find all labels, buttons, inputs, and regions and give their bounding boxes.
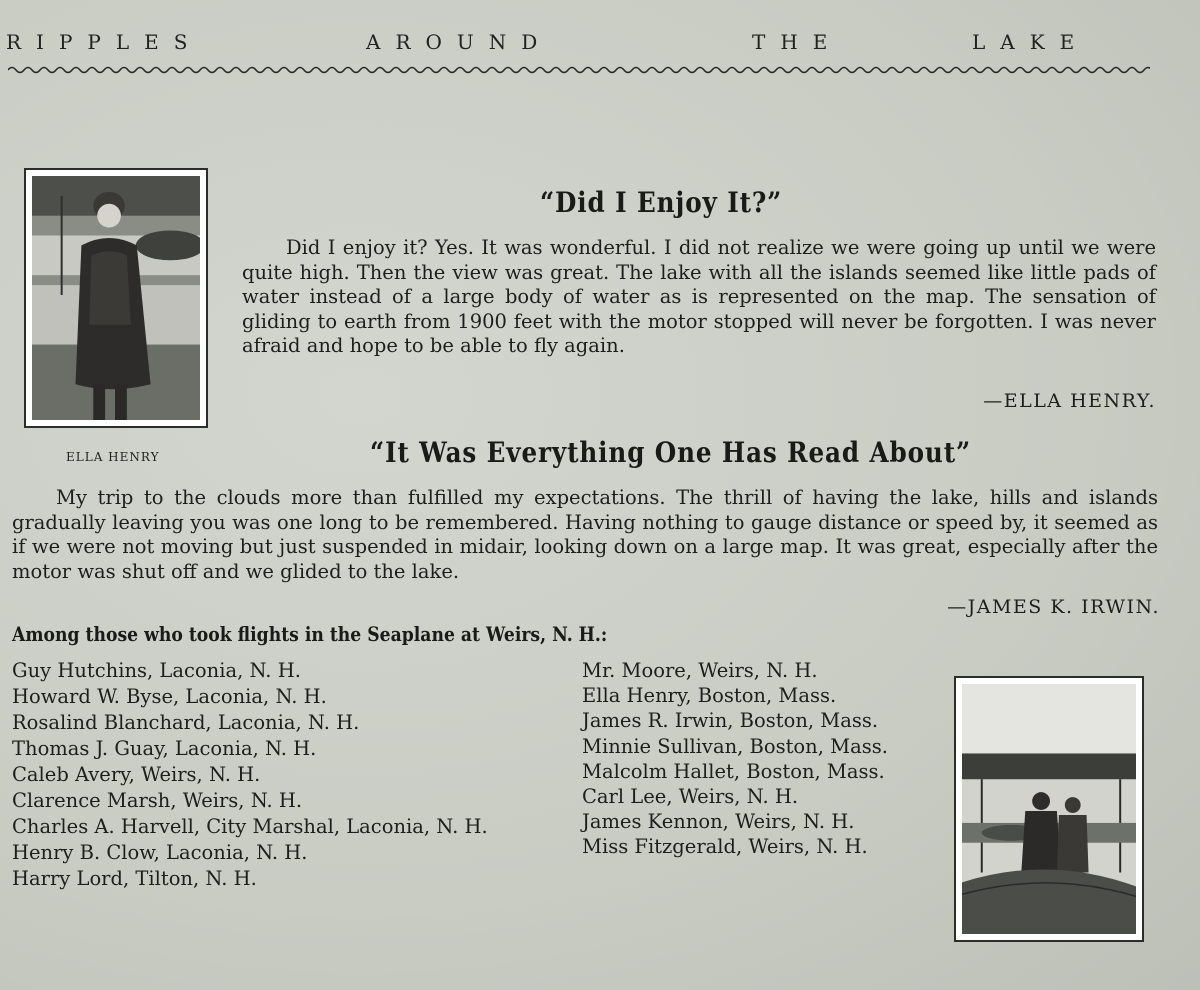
photo-caption: ELLA HENRY	[66, 450, 160, 464]
article-body: Did I enjoy it? Yes. It was wonderful. I did not realize we were going up until we were quite high. Then the view was great. The lake with all the islands seemed like little pads of water instead of a large body of water as is represented on the map. The sensation of gliding to earth from 1900 feet with the motor stopped will never be forgotten. I was never afraid and hope to be able to fly again.	[242, 236, 1156, 357]
flyer-list-item: Thomas J. Guay, Laconia, N. H.	[12, 737, 317, 760]
flights-list-right	[582, 658, 888, 860]
flights-list-heading: Among those who took flights in the Seaplane at Weirs, N. H.:	[12, 622, 608, 646]
flyer-list-item: Guy Hutchins, Laconia, N. H.	[12, 659, 301, 682]
flyer-list-item: Minnie Sullivan, Boston, Mass.	[582, 734, 888, 758]
header-word: LAKE	[972, 30, 1090, 54]
article-body: My trip to the clouds more than fulfilled my expectations. The thrill of having the lake, hills and islands gradually leaving you was one long to be remembered. Having nothing to gauge distance or speed by, it seemed as if we were not moving but just suspended in midair, looking down on a large map. It was great, especially after the motor was shut off and we glided to the lake.	[12, 486, 1158, 583]
flyer-list-item: Ella Henry, Boston, Mass.	[582, 684, 837, 708]
flyer-list-item: James R. Irwin, Boston, Mass.	[582, 709, 879, 733]
flyer-list-item: Rosalind Blanchard, Laconia, N. H.	[12, 711, 360, 734]
flyer-list-item: Clarence Marsh, Weirs, N. H.	[12, 789, 303, 812]
flyer-list-item: Charles A. Harvell, City Marshal, Laconia, N. H.	[12, 815, 488, 838]
header-word: RIPPLES	[6, 30, 203, 54]
header-word: AROUND	[366, 30, 553, 54]
article-signature: —JAMES K. IRWIN.	[947, 596, 1160, 618]
flyer-list-item: Harry Lord, Tilton, N. H.	[12, 867, 257, 890]
article-headline: “It Was Everything One Has Read About”	[370, 436, 972, 469]
photo-seaplane	[954, 676, 1144, 942]
decorative-wavy-rule	[8, 64, 1150, 76]
flyer-list-item: Miss Fitzgerald, Weirs, N. H.	[582, 835, 868, 859]
article-headline: “Did I Enjoy It?”	[540, 186, 783, 219]
page-header	[0, 30, 1160, 60]
flights-list-left	[12, 658, 488, 892]
flyer-list-item: James Kennon, Weirs, N. H.	[582, 810, 855, 834]
flyer-list-item: Caleb Avery, Weirs, N. H.	[12, 763, 261, 786]
header-word: THE	[752, 30, 843, 54]
flyer-list-item: Carl Lee, Weirs, N. H.	[582, 785, 799, 809]
flyer-list-item: Henry B. Clow, Laconia, N. H.	[12, 841, 308, 864]
flyer-list-item: Malcolm Hallet, Boston, Mass.	[582, 759, 885, 783]
seaplane-image	[962, 684, 1136, 934]
portrait-image	[32, 176, 200, 420]
flyer-list-item: Mr. Moore, Weirs, N. H.	[582, 659, 818, 682]
flyer-list-item: Howard W. Byse, Laconia, N. H.	[12, 685, 327, 708]
photo-ella-henry	[24, 168, 208, 428]
article-signature: —ELLA HENRY.	[983, 390, 1156, 412]
